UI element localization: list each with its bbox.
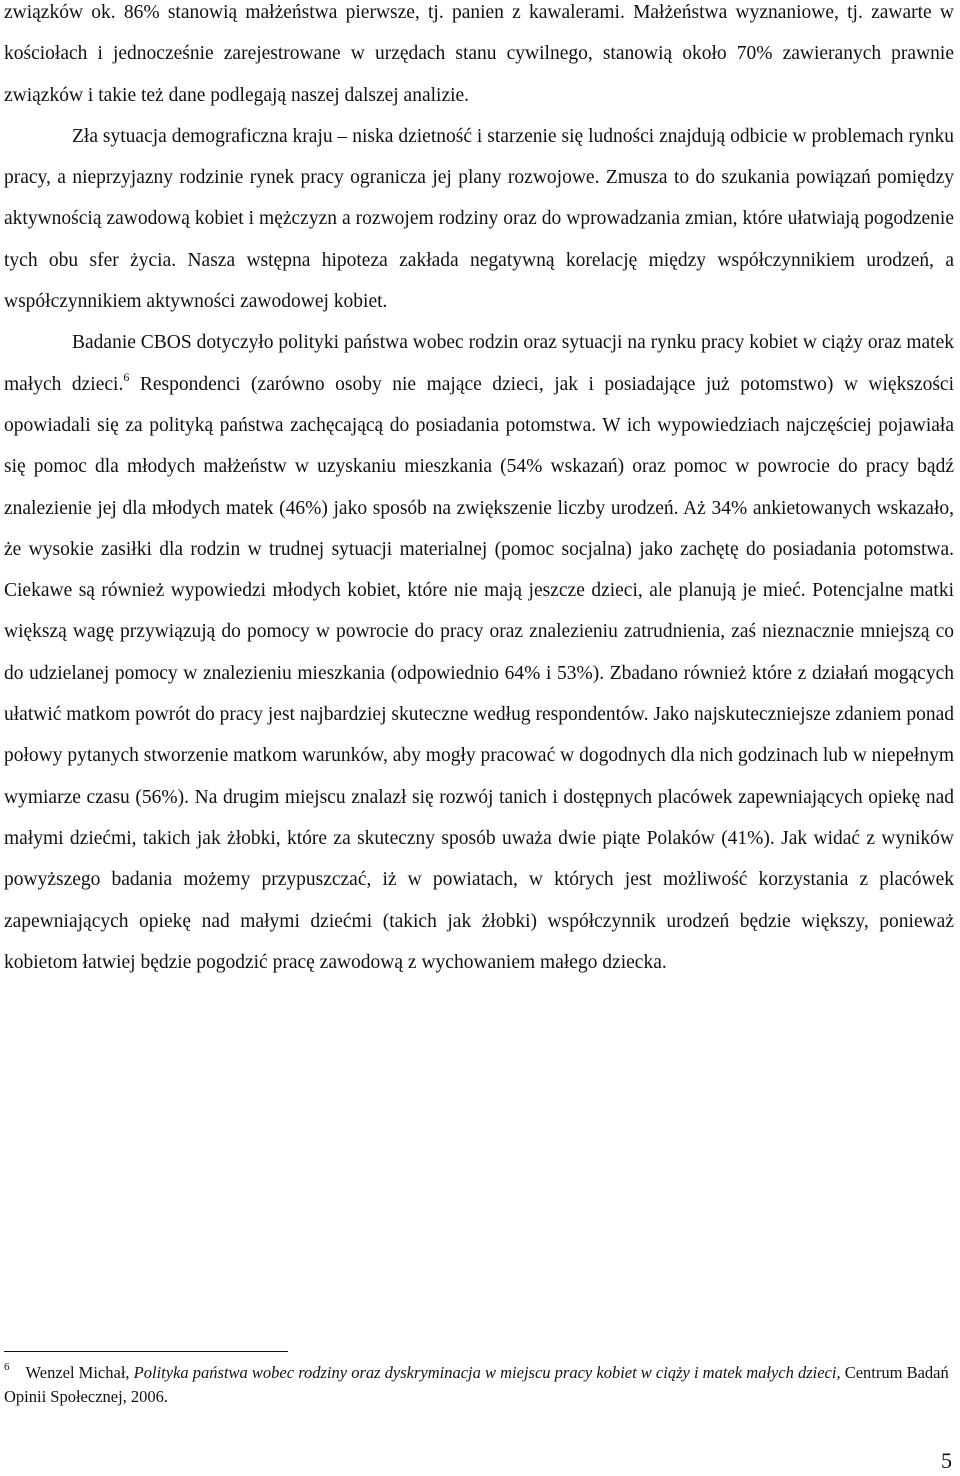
footnote-author: Wenzel Michał, (25, 1363, 134, 1382)
paragraph-1: związków ok. 86% stanowią małżeństwa pierwsze, tj. panien z kawalerami. Małżeństwa wyznaniowe, tj. zawarte w kościołach i jednocześnie zarejestrowane w urzędach stanu cywilnego, stanowią około 70% zawieranych prawnie związków i takie też dane podlegają naszej dalszej analizie. (4, 2, 954, 106)
paragraph-3-text-end: Respondenci (zarówno osoby nie mające dzieci, jak i posiadające już potomstwo) w większości opowiadali się za polityką państwa zachęcającą do posiadania potomstwa. W ich wypowiedziach najczęściej pojawiała się pomoc dla młodych małżeństw w uzyskaniu mieszkania (54% wskazań) oraz pomoc w powrocie do pracy bądź znalezienie jej dla młodych matek (46%) jako sposób na zwiększenie liczby urodzeń. Aż 34% ankietowanych wskazało, że wysokie zasiłki dla rodzin w trudnej sytuacji materialnej (pomoc socjalna) jako zachętę do posiadania potomstwa. Ciekawe są również wypowiedzi młodych kobiet, które nie mają jeszcze dzieci, ale planują je mieć. Potencjalne matki większą wagę przywiązują do pomocy w powrocie do pracy oraz znalezieniu zatrudnienia, zaś nieznacznie mniejszą co do udzielanej pomocy w znalezieniu mieszkania (odpowiednio 64% i 53%). Zbadano również które z działań mogących ułatwić matkom powrót do pracy jest najbardziej skuteczne według respondentów. Jako najskuteczniejsze zdaniem ponad połowy pytanych stworzenie matkom warunków, aby mogły pracować w dogodnych dla nich godzinach lub w niepełnym wymiarze czasu (56%). Na drugim miejscu znalazł się rozwój tanich i dostępnych placówek zapewniających opiekę nad małymi dziećmi, takich jak żłobki, które za skuteczny sposób uważa dwie piąte Polaków (41%). Jak widać z wyników powyższego badania możemy przypuszczać, iż w powiatach, w których jest możliwość korzystania z placówek zapewniających opiekę nad małymi dziećmi (takich jak żłobki) współczynnik urodzeń będzie większy, ponieważ kobietom łatwiej będzie pogodzić pracę zawodową z wychowaniem małego dziecka. (4, 373, 954, 973)
footnote-publisher: Centrum Badań Opinii Społecznej, 2006. (4, 1363, 949, 1406)
page-number: 5 (941, 1448, 952, 1473)
paragraph-2: Zła sytuacja demograficzna kraju – niska dzietność i starzenie się ludności znajdują odbicie w problemach rynku pracy, a nieprzyjazny rodzinie rynek pracy ogranicza jej plany rozwojowe. Zmusza to do szukania powiązań pomiędzy aktywnością zawodową kobiet i mężczyzn a rozwojem rodziny oraz do wprowadzania zmian, które ułatwiają pogodzenie tych obu sfer życia. Nasza wstępna hipoteza zakłada negatywną korelację między współczynnikiem urodzeń, a współczynnikiem aktywności zawodowej kobiet. (4, 125, 954, 313)
document-body (4, 0, 954, 983)
paragraph-3 (4, 322, 954, 983)
footnote (4, 1361, 954, 1409)
footnote-reference[interactable]: 6 (123, 369, 130, 384)
footnote-marker: 6 (4, 1361, 10, 1373)
footnote-separator (4, 1351, 288, 1352)
footnote-title: Polityka państwa wobec rodziny oraz dyskryminacja w miejscu pracy kobiet w ciąży i matek małych dzieci, (133, 1363, 841, 1382)
paragraph-3-text-start: Badanie CBOS dotyczyło polityki państwa wobec rodzin oraz sytuacji na rynku pracy kobiet w ciąży oraz matek małych dzieci. (4, 332, 954, 395)
